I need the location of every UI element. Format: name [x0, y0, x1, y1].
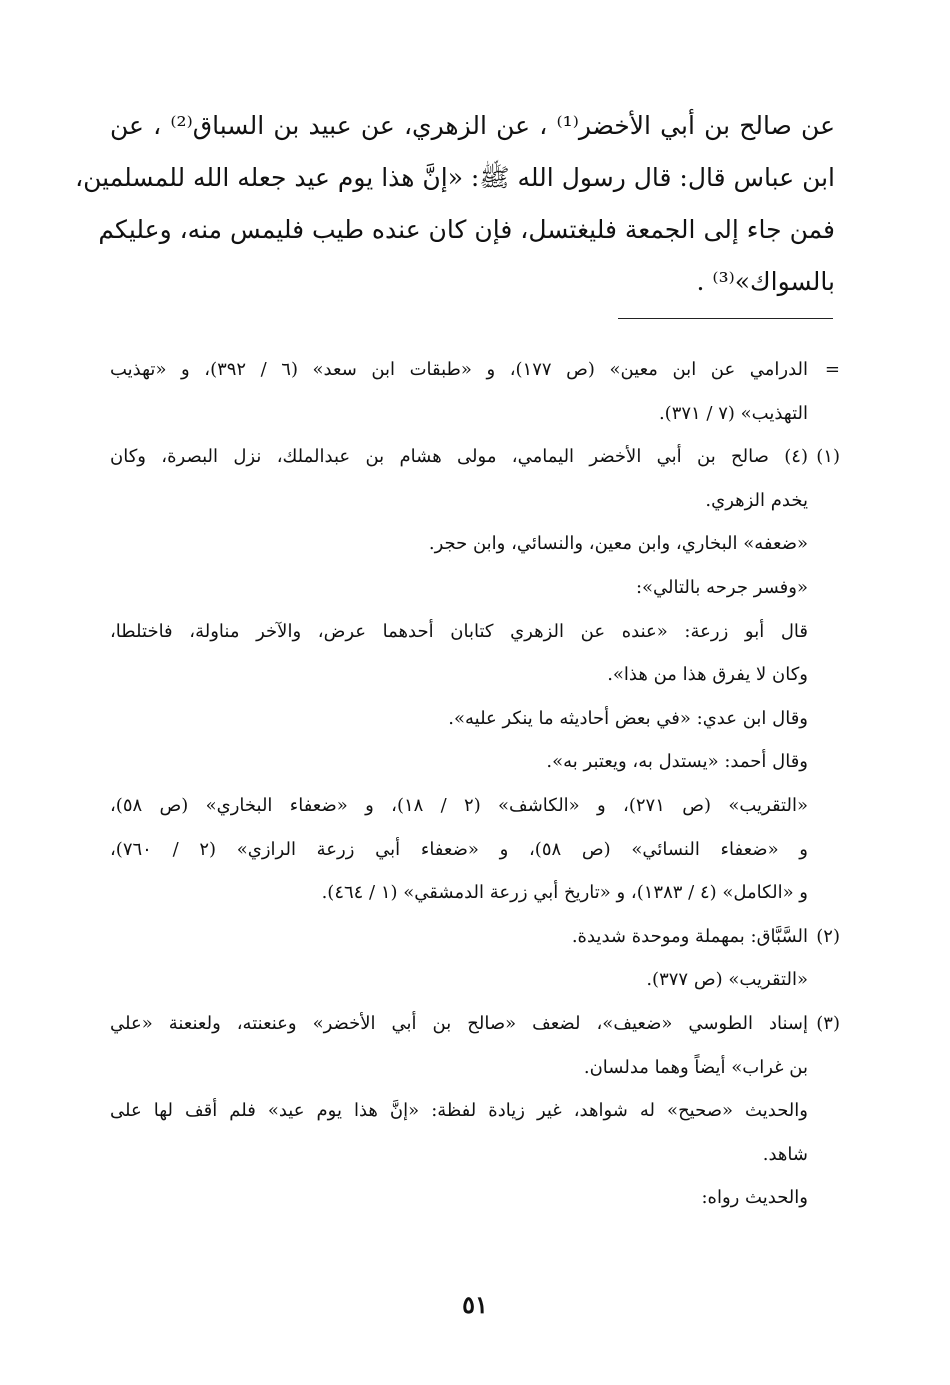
footnote-text: وكان لا يفرق هذا من هذا». — [607, 664, 808, 686]
page-number: ٥١ — [462, 1290, 488, 1319]
main-line: ابن عباس قال: قال رسول الله ﷺ: «إنَّ هذا يوم عيد جعله الله للمسلمين، — [75, 163, 835, 192]
footnote-text: السَّبَّاق: بمهملة وموحدة شديدة. — [571, 925, 808, 947]
footnote-text: و «الكامل» (٤ / ١٣٨٣)، و «تاريخ أبي زرعة الدمشقي» (١ / ٤٦٤). — [321, 882, 808, 904]
footnotes — [110, 348, 840, 1220]
footnote-1-line — [110, 697, 840, 741]
footnote-continuation-line — [110, 348, 840, 392]
footnote-1-line — [110, 610, 840, 654]
main-line: عن صالح بن أبي الأخضر⁽¹⁾ ، عن الزهري، عن عبيد بن السباق⁽²⁾ ، عن — [110, 111, 835, 140]
footnote-text: بن غراب» أيضاً وهما مدلسان. — [583, 1056, 808, 1078]
footnote-2-line — [110, 958, 840, 1002]
footnote-3-line — [110, 1176, 840, 1220]
footnote-1-line — [110, 784, 840, 828]
main-line: بالسواك»⁽³⁾ . — [696, 267, 835, 296]
main-line: فمن جاء إلى الجمعة فليغتسل، فإن كان عنده طيب فليمس منه، وعليكم — [98, 215, 835, 244]
footnote-3-line — [110, 1133, 840, 1177]
footnote-1-marker: (١) — [816, 446, 840, 468]
footnote-3-marker: (٣) — [816, 1012, 840, 1034]
footnote-text: «ضعفه» البخاري، وابن معين، والنسائي، وابن حجر. — [428, 533, 808, 555]
footnote-text: وقال أحمد: «يستدل به، ويعتبر به». — [546, 751, 808, 773]
footnote-text: والحديث «صحيح» له شواهد، غير زيادة لفظة: «إنَّ هذا يوم عيد» فلم أقف لها على — [110, 1100, 808, 1122]
footnote-text: يخدم الزهري. — [705, 489, 808, 511]
footnote-text: (٤) صالح بن أبي الأخضر اليمامي، مولى هشام بن عبدالملك، نزل البصرة، وكان — [110, 446, 808, 468]
main-paragraph — [75, 100, 835, 308]
footnote-2-line — [110, 915, 840, 959]
footnote-2-marker: (٢) — [816, 925, 840, 947]
footnote-1-line — [110, 435, 840, 479]
footnote-text: قال أبو زرعة: «عنده عن الزهري كتابان أحدهما عرض، والآخر مناولة، فاختلطا، — [110, 620, 808, 642]
footnote-text: «التقريب» (ص ٣٧٧). — [646, 969, 808, 991]
footnote-3-line — [110, 1002, 840, 1046]
footnote-1-line — [110, 740, 840, 784]
footnote-1-line — [110, 566, 840, 610]
footnote-continuation-line — [110, 392, 840, 436]
footnote-1-line — [110, 871, 840, 915]
footnote-text: و «ضعفاء النسائي» (ص ٥٨)، و «ضعفاء أبي زرعة الرازي» (٢ / ٧٦٠)، — [110, 838, 808, 860]
footnote-1-line — [110, 522, 840, 566]
footnote-text: التهذيب» (٧ / ٣٧١). — [658, 402, 808, 424]
footnote-text: وقال ابن عدي: «في بعض أحاديثه ما ينكر عليه». — [448, 707, 808, 729]
footnote-1-line — [110, 828, 840, 872]
footnote-text: شاهد. — [762, 1143, 808, 1165]
footnote-text: الدرامي عن ابن معين» (ص ١٧٧)، و «طبقات ابن سعد» (٦ / ٣٩٢)، و «تهذيب — [110, 359, 809, 380]
footnote-text: «وفسر جرحه بالتالي»: — [635, 576, 808, 598]
footnote-text: والحديث رواه: — [701, 1187, 808, 1209]
continuation-marker: = — [824, 359, 840, 380]
footnote-separator — [618, 318, 833, 319]
footnote-text: «التقريب» (ص ٢٧١)، و «الكاشف» (٢ / ١٨)، و «ضعفاء البخاري» (ص ٥٨)، — [110, 794, 808, 816]
footnote-text: إسناد الطوسي «ضعيف»، لضعف «صالح بن أبي الأخضر» وعنعنته، ولعنعنة «علي — [110, 1012, 808, 1034]
footnote-3-line — [110, 1089, 840, 1133]
footnote-3-line — [110, 1046, 840, 1090]
footnote-1-line — [110, 653, 840, 697]
footnote-1-line — [110, 479, 840, 523]
